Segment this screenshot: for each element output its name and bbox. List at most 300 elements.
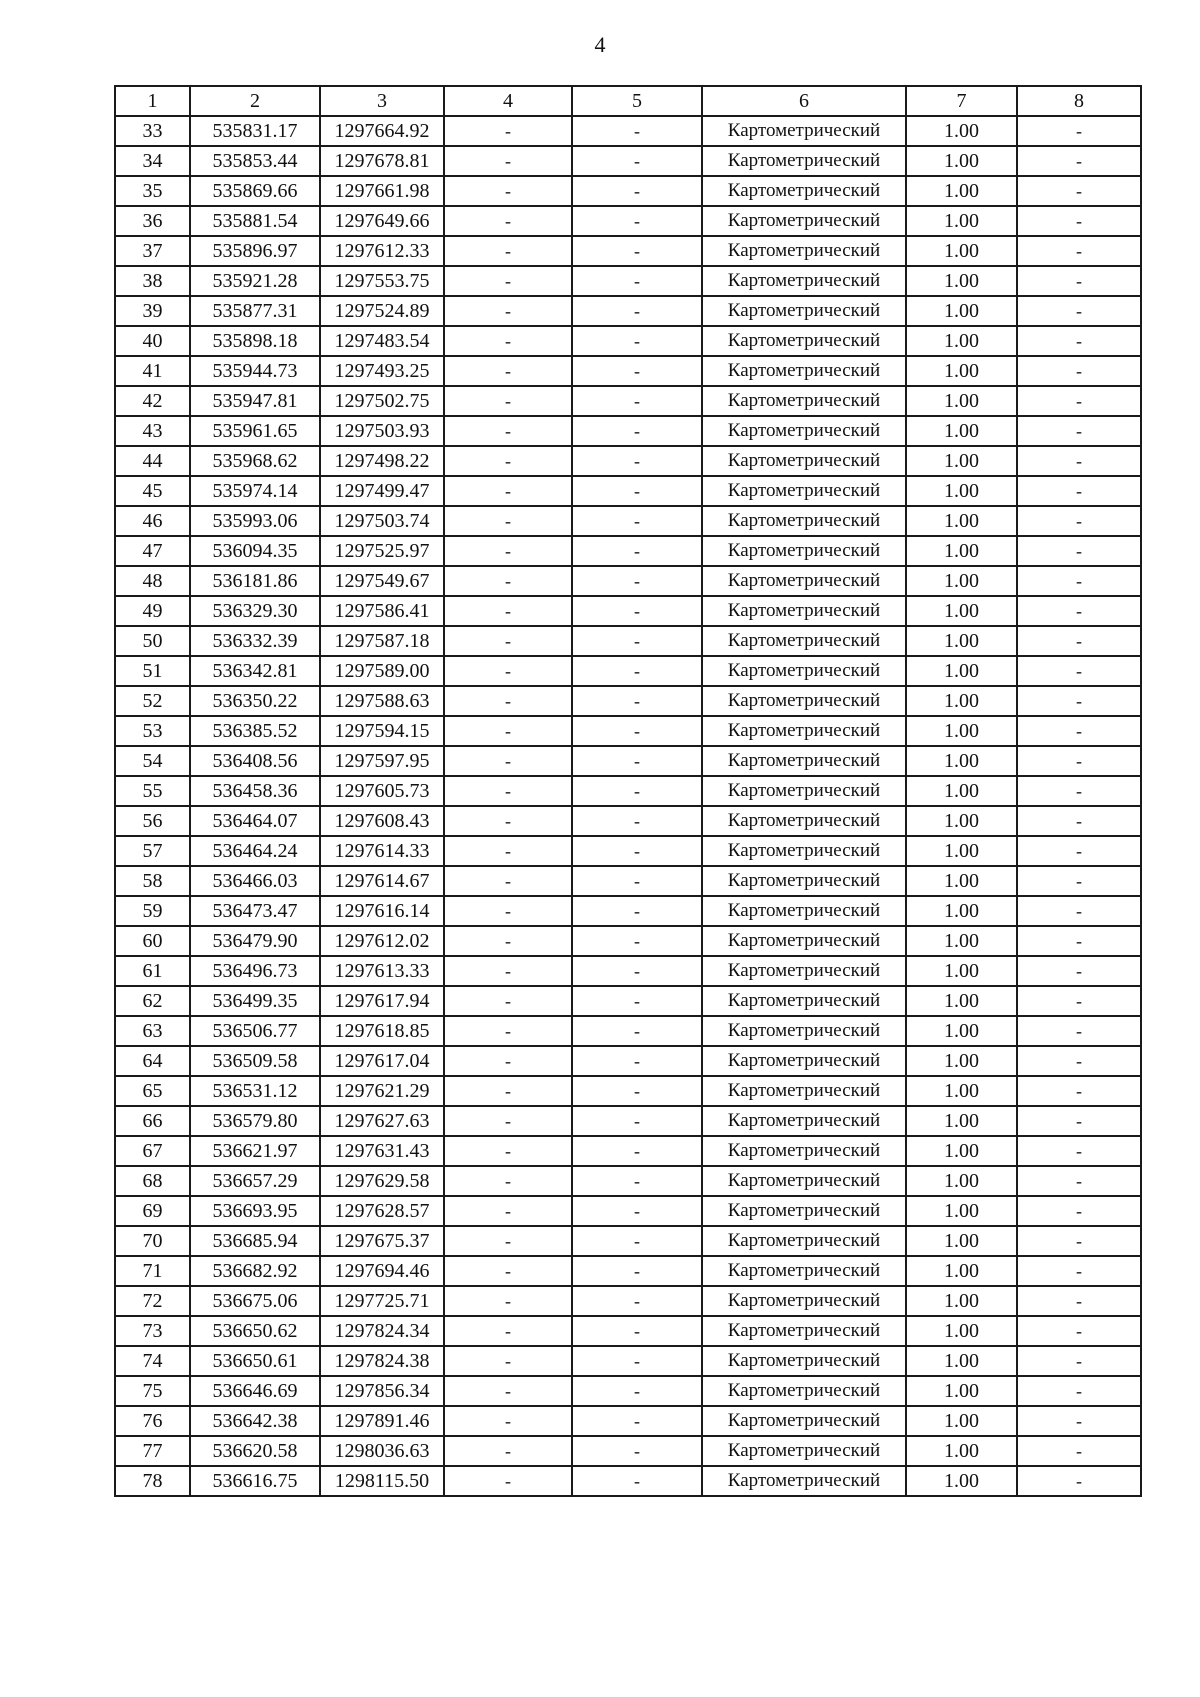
- table-row: [115, 746, 1141, 776]
- method-cell: Картометрический: [702, 1256, 906, 1286]
- column-4-cell: -: [444, 746, 572, 776]
- column-5-cell: -: [572, 686, 702, 716]
- point-number-cell: 64: [115, 1046, 190, 1076]
- x-coordinate-cell: 536458.36: [190, 776, 320, 806]
- accuracy-cell: 1.00: [906, 1406, 1017, 1436]
- accuracy-cell: 1.00: [906, 1106, 1017, 1136]
- x-coordinate-cell: 535831.17: [190, 116, 320, 146]
- column-8-cell: -: [1017, 176, 1141, 206]
- method-cell: Картометрический: [702, 1376, 906, 1406]
- x-coordinate-cell: 536094.35: [190, 536, 320, 566]
- column-4-cell: -: [444, 1076, 572, 1106]
- column-8-cell: -: [1017, 776, 1141, 806]
- table-row: [115, 1076, 1141, 1106]
- column-4-cell: -: [444, 656, 572, 686]
- column-8-cell: -: [1017, 1436, 1141, 1466]
- column-5-cell: -: [572, 206, 702, 236]
- column-8-cell: -: [1017, 746, 1141, 776]
- point-number-cell: 66: [115, 1106, 190, 1136]
- y-coordinate-cell: 1297612.02: [320, 926, 444, 956]
- method-cell: Картометрический: [702, 1286, 906, 1316]
- column-header: 8: [1017, 86, 1141, 116]
- column-4-cell: -: [444, 686, 572, 716]
- table-row: [115, 146, 1141, 176]
- column-8-cell: -: [1017, 836, 1141, 866]
- column-4-cell: -: [444, 146, 572, 176]
- method-cell: Картометрический: [702, 266, 906, 296]
- column-4-cell: -: [444, 1226, 572, 1256]
- x-coordinate-cell: 536693.95: [190, 1196, 320, 1226]
- table-row: [115, 1136, 1141, 1166]
- accuracy-cell: 1.00: [906, 236, 1017, 266]
- column-8-cell: -: [1017, 1076, 1141, 1106]
- table-row: [115, 326, 1141, 356]
- column-4-cell: -: [444, 356, 572, 386]
- y-coordinate-cell: 1297824.38: [320, 1346, 444, 1376]
- x-coordinate-cell: 536579.80: [190, 1106, 320, 1136]
- accuracy-cell: 1.00: [906, 1466, 1017, 1496]
- point-number-cell: 71: [115, 1256, 190, 1286]
- table-row: [115, 986, 1141, 1016]
- x-coordinate-cell: 535968.62: [190, 446, 320, 476]
- column-8-cell: -: [1017, 386, 1141, 416]
- x-coordinate-cell: 536332.39: [190, 626, 320, 656]
- accuracy-cell: 1.00: [906, 296, 1017, 326]
- y-coordinate-cell: 1297614.33: [320, 836, 444, 866]
- method-cell: Картометрический: [702, 1436, 906, 1466]
- column-8-cell: -: [1017, 1226, 1141, 1256]
- method-cell: Картометрический: [702, 986, 906, 1016]
- column-5-cell: -: [572, 1106, 702, 1136]
- y-coordinate-cell: 1297605.73: [320, 776, 444, 806]
- method-cell: Картометрический: [702, 686, 906, 716]
- accuracy-cell: 1.00: [906, 1346, 1017, 1376]
- accuracy-cell: 1.00: [906, 416, 1017, 446]
- column-4-cell: -: [444, 896, 572, 926]
- y-coordinate-cell: 1298115.50: [320, 1466, 444, 1496]
- column-8-cell: -: [1017, 206, 1141, 236]
- column-4-cell: -: [444, 956, 572, 986]
- column-8-cell: -: [1017, 686, 1141, 716]
- column-8-cell: -: [1017, 806, 1141, 836]
- column-5-cell: -: [572, 716, 702, 746]
- method-cell: Картометрический: [702, 296, 906, 326]
- y-coordinate-cell: 1297613.33: [320, 956, 444, 986]
- column-5-cell: -: [572, 806, 702, 836]
- column-4-cell: -: [444, 1016, 572, 1046]
- column-5-cell: -: [572, 836, 702, 866]
- accuracy-cell: 1.00: [906, 1016, 1017, 1046]
- method-cell: Картометрический: [702, 206, 906, 236]
- accuracy-cell: 1.00: [906, 956, 1017, 986]
- table-row: [115, 1466, 1141, 1496]
- coordinates-table: [114, 85, 1142, 1497]
- x-coordinate-cell: 536650.62: [190, 1316, 320, 1346]
- table-row: [115, 1376, 1141, 1406]
- column-5-cell: -: [572, 176, 702, 206]
- column-4-cell: -: [444, 1346, 572, 1376]
- column-header: 7: [906, 86, 1017, 116]
- column-8-cell: -: [1017, 416, 1141, 446]
- column-4-cell: -: [444, 596, 572, 626]
- method-cell: Картометрический: [702, 926, 906, 956]
- column-8-cell: -: [1017, 1346, 1141, 1376]
- column-8-cell: -: [1017, 146, 1141, 176]
- column-5-cell: -: [572, 296, 702, 326]
- accuracy-cell: 1.00: [906, 746, 1017, 776]
- x-coordinate-cell: 535921.28: [190, 266, 320, 296]
- column-4-cell: -: [444, 716, 572, 746]
- x-coordinate-cell: 536509.58: [190, 1046, 320, 1076]
- column-4-cell: -: [444, 1286, 572, 1316]
- accuracy-cell: 1.00: [906, 536, 1017, 566]
- x-coordinate-cell: 536464.07: [190, 806, 320, 836]
- x-coordinate-cell: 535881.54: [190, 206, 320, 236]
- column-4-cell: -: [444, 536, 572, 566]
- table-row: [115, 1436, 1141, 1466]
- accuracy-cell: 1.00: [906, 176, 1017, 206]
- table-row: [115, 116, 1141, 146]
- x-coordinate-cell: 535898.18: [190, 326, 320, 356]
- y-coordinate-cell: 1297627.63: [320, 1106, 444, 1136]
- point-number-cell: 55: [115, 776, 190, 806]
- method-cell: Картометрический: [702, 1016, 906, 1046]
- table-row: [115, 686, 1141, 716]
- method-cell: Картометрический: [702, 176, 906, 206]
- column-5-cell: -: [572, 386, 702, 416]
- point-number-cell: 74: [115, 1346, 190, 1376]
- table-row: [115, 1316, 1141, 1346]
- x-coordinate-cell: 536616.75: [190, 1466, 320, 1496]
- table-row: [115, 176, 1141, 206]
- x-coordinate-cell: 536646.69: [190, 1376, 320, 1406]
- column-8-cell: -: [1017, 116, 1141, 146]
- y-coordinate-cell: 1297617.94: [320, 986, 444, 1016]
- table-row: [115, 1016, 1141, 1046]
- accuracy-cell: 1.00: [906, 266, 1017, 296]
- column-8-cell: -: [1017, 1286, 1141, 1316]
- column-8-cell: -: [1017, 296, 1141, 326]
- x-coordinate-cell: 536675.06: [190, 1286, 320, 1316]
- x-coordinate-cell: 535947.81: [190, 386, 320, 416]
- column-8-cell: -: [1017, 1046, 1141, 1076]
- point-number-cell: 39: [115, 296, 190, 326]
- point-number-cell: 53: [115, 716, 190, 746]
- column-8-cell: -: [1017, 1316, 1141, 1346]
- point-number-cell: 72: [115, 1286, 190, 1316]
- point-number-cell: 49: [115, 596, 190, 626]
- point-number-cell: 35: [115, 176, 190, 206]
- column-5-cell: -: [572, 986, 702, 1016]
- column-header: 2: [190, 86, 320, 116]
- column-4-cell: -: [444, 1106, 572, 1136]
- table-row: [115, 206, 1141, 236]
- accuracy-cell: 1.00: [906, 716, 1017, 746]
- column-8-cell: -: [1017, 1166, 1141, 1196]
- y-coordinate-cell: 1297597.95: [320, 746, 444, 776]
- x-coordinate-cell: 536621.97: [190, 1136, 320, 1166]
- column-8-cell: -: [1017, 896, 1141, 926]
- accuracy-cell: 1.00: [906, 506, 1017, 536]
- column-5-cell: -: [572, 626, 702, 656]
- point-number-cell: 77: [115, 1436, 190, 1466]
- accuracy-cell: 1.00: [906, 1376, 1017, 1406]
- method-cell: Картометрический: [702, 446, 906, 476]
- point-number-cell: 57: [115, 836, 190, 866]
- column-4-cell: -: [444, 1406, 572, 1436]
- method-cell: Картометрический: [702, 956, 906, 986]
- column-5-cell: -: [572, 476, 702, 506]
- y-coordinate-cell: 1297589.00: [320, 656, 444, 686]
- method-cell: Картометрический: [702, 836, 906, 866]
- column-5-cell: -: [572, 1376, 702, 1406]
- table-row: [115, 1106, 1141, 1136]
- method-cell: Картометрический: [702, 146, 906, 176]
- column-5-cell: -: [572, 1076, 702, 1106]
- column-header: 4: [444, 86, 572, 116]
- column-4-cell: -: [444, 116, 572, 146]
- column-4-cell: -: [444, 626, 572, 656]
- column-4-cell: -: [444, 266, 572, 296]
- column-8-cell: -: [1017, 266, 1141, 296]
- y-coordinate-cell: 1297694.46: [320, 1256, 444, 1286]
- method-cell: Картометрический: [702, 1346, 906, 1376]
- y-coordinate-cell: 1297661.98: [320, 176, 444, 206]
- y-coordinate-cell: 1297678.81: [320, 146, 444, 176]
- table-row: [115, 626, 1141, 656]
- y-coordinate-cell: 1297631.43: [320, 1136, 444, 1166]
- column-4-cell: -: [444, 1196, 572, 1226]
- accuracy-cell: 1.00: [906, 476, 1017, 506]
- point-number-cell: 36: [115, 206, 190, 236]
- method-cell: Картометрический: [702, 116, 906, 146]
- y-coordinate-cell: 1298036.63: [320, 1436, 444, 1466]
- accuracy-cell: 1.00: [906, 1436, 1017, 1466]
- column-4-cell: -: [444, 866, 572, 896]
- table-row: [115, 446, 1141, 476]
- point-number-cell: 58: [115, 866, 190, 896]
- column-4-cell: -: [444, 1256, 572, 1286]
- method-cell: Картометрический: [702, 716, 906, 746]
- x-coordinate-cell: 535853.44: [190, 146, 320, 176]
- column-8-cell: -: [1017, 536, 1141, 566]
- accuracy-cell: 1.00: [906, 356, 1017, 386]
- method-cell: Картометрический: [702, 1046, 906, 1076]
- x-coordinate-cell: 536682.92: [190, 1256, 320, 1286]
- column-header: 5: [572, 86, 702, 116]
- accuracy-cell: 1.00: [906, 656, 1017, 686]
- column-5-cell: -: [572, 656, 702, 686]
- method-cell: Картометрический: [702, 326, 906, 356]
- y-coordinate-cell: 1297587.18: [320, 626, 444, 656]
- column-5-cell: -: [572, 596, 702, 626]
- y-coordinate-cell: 1297586.41: [320, 596, 444, 626]
- column-4-cell: -: [444, 446, 572, 476]
- y-coordinate-cell: 1297725.71: [320, 1286, 444, 1316]
- method-cell: Картометрический: [702, 1106, 906, 1136]
- y-coordinate-cell: 1297616.14: [320, 896, 444, 926]
- table-row: [115, 806, 1141, 836]
- column-5-cell: -: [572, 1196, 702, 1226]
- point-number-cell: 34: [115, 146, 190, 176]
- column-5-cell: -: [572, 1226, 702, 1256]
- method-cell: Картометрический: [702, 626, 906, 656]
- column-5-cell: -: [572, 326, 702, 356]
- column-8-cell: -: [1017, 1106, 1141, 1136]
- column-4-cell: -: [444, 836, 572, 866]
- x-coordinate-cell: 536506.77: [190, 1016, 320, 1046]
- column-4-cell: -: [444, 206, 572, 236]
- table-row: [115, 1286, 1141, 1316]
- accuracy-cell: 1.00: [906, 686, 1017, 716]
- column-4-cell: -: [444, 1466, 572, 1496]
- point-number-cell: 37: [115, 236, 190, 266]
- column-4-cell: -: [444, 1316, 572, 1346]
- column-4-cell: -: [444, 1376, 572, 1406]
- column-5-cell: -: [572, 926, 702, 956]
- column-header: 6: [702, 86, 906, 116]
- column-8-cell: -: [1017, 1376, 1141, 1406]
- accuracy-cell: 1.00: [906, 1226, 1017, 1256]
- column-8-cell: -: [1017, 926, 1141, 956]
- table-row: [115, 926, 1141, 956]
- y-coordinate-cell: 1297553.75: [320, 266, 444, 296]
- column-8-cell: -: [1017, 986, 1141, 1016]
- column-8-cell: -: [1017, 1256, 1141, 1286]
- accuracy-cell: 1.00: [906, 836, 1017, 866]
- table-row: [115, 236, 1141, 266]
- y-coordinate-cell: 1297614.67: [320, 866, 444, 896]
- table-row: [115, 1196, 1141, 1226]
- point-number-cell: 73: [115, 1316, 190, 1346]
- column-4-cell: -: [444, 566, 572, 596]
- column-5-cell: -: [572, 536, 702, 566]
- column-4-cell: -: [444, 806, 572, 836]
- table-row: [115, 266, 1141, 296]
- x-coordinate-cell: 535896.97: [190, 236, 320, 266]
- point-number-cell: 38: [115, 266, 190, 296]
- column-4-cell: -: [444, 986, 572, 1016]
- y-coordinate-cell: 1297498.22: [320, 446, 444, 476]
- y-coordinate-cell: 1297525.97: [320, 536, 444, 566]
- column-header: 1: [115, 86, 190, 116]
- column-8-cell: -: [1017, 506, 1141, 536]
- point-number-cell: 54: [115, 746, 190, 776]
- column-5-cell: -: [572, 416, 702, 446]
- x-coordinate-cell: 536350.22: [190, 686, 320, 716]
- x-coordinate-cell: 535869.66: [190, 176, 320, 206]
- column-8-cell: -: [1017, 566, 1141, 596]
- page-number: 4: [594, 32, 606, 57]
- method-cell: Картометрический: [702, 1196, 906, 1226]
- x-coordinate-cell: 536499.35: [190, 986, 320, 1016]
- point-number-cell: 56: [115, 806, 190, 836]
- column-8-cell: -: [1017, 866, 1141, 896]
- accuracy-cell: 1.00: [906, 1286, 1017, 1316]
- accuracy-cell: 1.00: [906, 146, 1017, 176]
- table-row: [115, 476, 1141, 506]
- point-number-cell: 60: [115, 926, 190, 956]
- accuracy-cell: 1.00: [906, 1196, 1017, 1226]
- column-8-cell: -: [1017, 356, 1141, 386]
- point-number-cell: 52: [115, 686, 190, 716]
- method-cell: Картометрический: [702, 416, 906, 446]
- x-coordinate-cell: 536685.94: [190, 1226, 320, 1256]
- y-coordinate-cell: 1297629.58: [320, 1166, 444, 1196]
- point-number-cell: 69: [115, 1196, 190, 1226]
- column-4-cell: -: [444, 1046, 572, 1076]
- column-5-cell: -: [572, 506, 702, 536]
- x-coordinate-cell: 536496.73: [190, 956, 320, 986]
- point-number-cell: 76: [115, 1406, 190, 1436]
- y-coordinate-cell: 1297856.34: [320, 1376, 444, 1406]
- y-coordinate-cell: 1297499.47: [320, 476, 444, 506]
- x-coordinate-cell: 535993.06: [190, 506, 320, 536]
- table-row: [115, 536, 1141, 566]
- column-8-cell: -: [1017, 596, 1141, 626]
- method-cell: Картометрический: [702, 866, 906, 896]
- point-number-cell: 45: [115, 476, 190, 506]
- table-row: [115, 506, 1141, 536]
- column-8-cell: -: [1017, 326, 1141, 356]
- y-coordinate-cell: 1297628.57: [320, 1196, 444, 1226]
- column-5-cell: -: [572, 446, 702, 476]
- column-5-cell: -: [572, 746, 702, 776]
- table-row: [115, 566, 1141, 596]
- point-number-cell: 63: [115, 1016, 190, 1046]
- x-coordinate-cell: 536385.52: [190, 716, 320, 746]
- accuracy-cell: 1.00: [906, 596, 1017, 626]
- x-coordinate-cell: 535877.31: [190, 296, 320, 326]
- table-body: [115, 116, 1141, 1496]
- point-number-cell: 75: [115, 1376, 190, 1406]
- point-number-cell: 51: [115, 656, 190, 686]
- x-coordinate-cell: 536329.30: [190, 596, 320, 626]
- point-number-cell: 67: [115, 1136, 190, 1166]
- accuracy-cell: 1.00: [906, 116, 1017, 146]
- point-number-cell: 47: [115, 536, 190, 566]
- method-cell: Картометрический: [702, 656, 906, 686]
- method-cell: Картометрический: [702, 896, 906, 926]
- point-number-cell: 68: [115, 1166, 190, 1196]
- table-row: [115, 386, 1141, 416]
- x-coordinate-cell: 536479.90: [190, 926, 320, 956]
- column-8-cell: -: [1017, 626, 1141, 656]
- table-row: [115, 656, 1141, 686]
- accuracy-cell: 1.00: [906, 206, 1017, 236]
- y-coordinate-cell: 1297503.74: [320, 506, 444, 536]
- method-cell: Картометрический: [702, 596, 906, 626]
- point-number-cell: 78: [115, 1466, 190, 1496]
- table-row: [115, 956, 1141, 986]
- column-4-cell: -: [444, 176, 572, 206]
- column-4-cell: -: [444, 1436, 572, 1466]
- method-cell: Картометрический: [702, 506, 906, 536]
- table-row: [115, 1166, 1141, 1196]
- method-cell: Картометрический: [702, 1136, 906, 1166]
- point-number-cell: 62: [115, 986, 190, 1016]
- accuracy-cell: 1.00: [906, 1136, 1017, 1166]
- accuracy-cell: 1.00: [906, 1166, 1017, 1196]
- column-8-cell: -: [1017, 446, 1141, 476]
- table-row: [115, 1046, 1141, 1076]
- y-coordinate-cell: 1297618.85: [320, 1016, 444, 1046]
- y-coordinate-cell: 1297675.37: [320, 1226, 444, 1256]
- column-8-cell: -: [1017, 236, 1141, 266]
- point-number-cell: 48: [115, 566, 190, 596]
- table-row: [115, 896, 1141, 926]
- point-number-cell: 50: [115, 626, 190, 656]
